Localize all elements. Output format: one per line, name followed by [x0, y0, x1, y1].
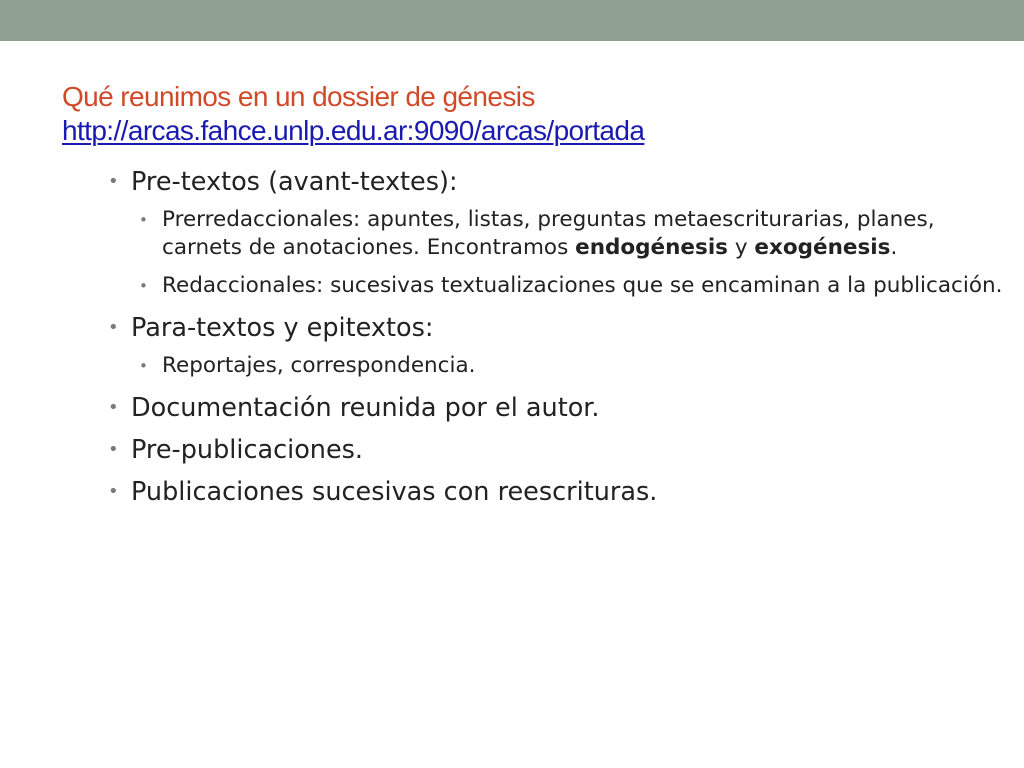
bullet-icon: • — [139, 357, 148, 375]
bullet-item-paratextos — [106, 310, 1006, 346]
bullet-icon: • — [139, 277, 148, 295]
sub-list-paratextos — [106, 352, 1006, 380]
bullet-text: Pre-publicaciones. — [131, 435, 364, 465]
bullet-list — [106, 164, 1006, 516]
sub-text-bold-endogenesis: endogénesis — [575, 235, 728, 260]
bullet-icon: • — [108, 481, 119, 502]
bullet-icon: • — [108, 397, 119, 418]
sub-text-part: y — [727, 235, 755, 260]
title-link[interactable]: http://arcas.fahce.unlp.edu.ar:9090/arcas/portada — [62, 115, 645, 146]
bullet-icon: • — [108, 171, 119, 192]
bullet-item-documentacion — [106, 390, 1006, 426]
sub-item-redaccionales — [106, 272, 1006, 300]
sub-text: Reportajes, correspondencia. — [162, 353, 476, 378]
bullet-icon: • — [108, 439, 119, 460]
sub-text-bold-exogenesis: exogénesis — [754, 235, 891, 260]
sub-text-part: . — [890, 235, 898, 260]
sub-text: Redaccionales: sucesivas textualizaciones que se encaminan a la publicación. — [162, 273, 1003, 298]
sub-list-pretextos — [106, 206, 1006, 300]
bullet-item-prepublicaciones — [106, 432, 1006, 468]
bullet-text: Pre-textos (avant-textes): — [131, 167, 458, 197]
sub-item-reportajes — [106, 352, 1006, 380]
bullet-text: Publicaciones sucesivas con reescrituras. — [131, 477, 658, 507]
top-accent-bar — [0, 0, 1024, 41]
bullet-text: Documentación reunida por el autor. — [131, 393, 600, 423]
slide-title — [62, 80, 1002, 148]
bullet-item-publicaciones — [106, 474, 1006, 510]
sub-text-part: Prerredaccionales: apuntes, listas, preguntas metaescriturarias, planes, carnets de anotaciones. Encontramos — [162, 207, 935, 260]
bullet-item-pretextos — [106, 164, 1006, 200]
bullet-icon: • — [139, 211, 148, 229]
sub-item-prerredaccionales — [106, 206, 1006, 262]
bullet-text: Para-textos y epitextos: — [131, 313, 434, 343]
title-text: Qué reunimos en un dossier de génesis — [62, 81, 535, 112]
bullet-icon: • — [108, 317, 119, 338]
